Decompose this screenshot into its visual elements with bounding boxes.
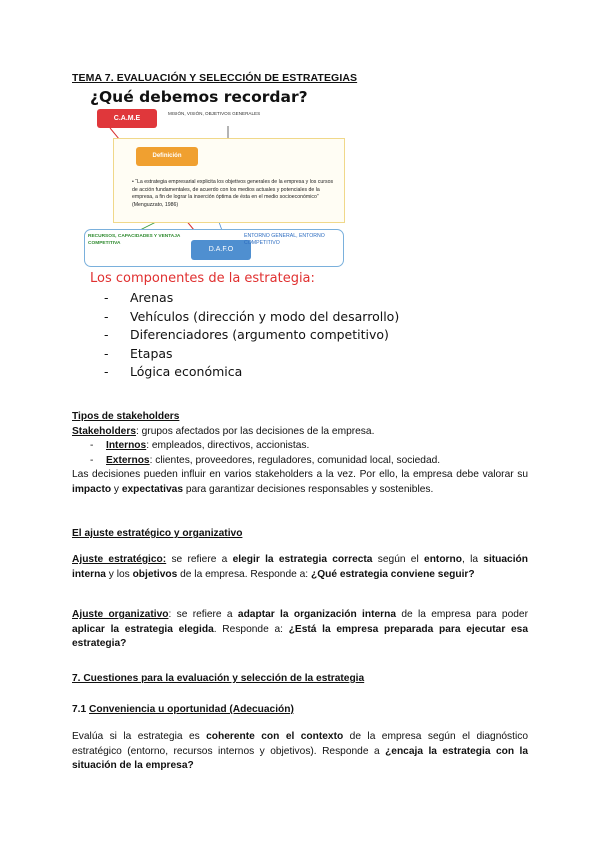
ajuste-heading-wrap (72, 527, 242, 542)
stakeholders-heading: Tipos de stakeholders (72, 411, 180, 422)
externos-term: Externos (106, 454, 150, 466)
stakeholders-paragraph (72, 468, 528, 497)
text-bold: Ajuste organizativo (72, 609, 169, 620)
stakeholders-section: Tipos de stakeholders Stakeholders: grupos afectados por las decisiones de la empresa. - Internos: empleados, directivos, accionistas. - Externos: clientes, proveedores, reguladores, comunidad local, sociedad. Las decisiones pueden influir en varios stakeholders a la vez. Por ello, la empresa debe valorar su impacto y expectativas para garantizar decisiones responsables y sostenibles. (72, 410, 528, 497)
text-run: Las decisiones pueden influir en varios stakeholders a la vez. Por ello, la empresa debe valorar su (72, 469, 528, 480)
componente-label: Etapas (130, 345, 173, 361)
came-box: C.A.M.E (97, 109, 157, 128)
cuestiones-heading: 7. Cuestiones para la evaluación y selección de la estrategia (72, 673, 365, 684)
list-item: - Lógica económica (104, 364, 243, 380)
internos-term: Internos (106, 440, 147, 451)
text-run: . Responde a: (213, 623, 289, 635)
text-run: de la empresa según el diagnóstico estratégico (entorno, recursos internos y objetivos). Responde a (72, 731, 528, 757)
text-bold: ¿encaja la estrategia con la situación de la empresa? (72, 745, 528, 771)
text-bold: aplicar la estrategia elegida (72, 623, 214, 635)
dafo-box: D.A.F.O (191, 240, 251, 260)
internos-text: : empleados, directivos, accionistas. (146, 440, 310, 451)
externos-text: : clientes, proveedores, reguladores, comunidad local, sociedad. (149, 454, 441, 466)
ajuste-heading: El ajuste estratégico y organizativo (72, 528, 243, 539)
stakeholders-term: Stakeholders (72, 425, 136, 437)
componente-label: Lógica económica (130, 364, 243, 380)
componente-label: Diferenciadores (argumento competitivo) (130, 327, 389, 343)
text-run: según el (372, 554, 425, 565)
text-bold: situación interna (72, 554, 529, 580)
subsection-heading (72, 703, 294, 718)
text-run: , la (461, 554, 484, 565)
text-bold: elegir la estrategia correcta (232, 554, 373, 565)
definition-text: • “La estrategia empresarial explicita los objetivos generales de la empresa y los cursos de acción fundamentales, de acuerdo con los medios actuales y potenciales de la empresa, a fin de lograr la inserción óptima de ésta en el medio socioeconómico” (Menguzzato, 1986) (132, 179, 334, 208)
definicion-box: Definición (136, 147, 198, 166)
text-run: y los (105, 568, 133, 580)
list-item: - Arenas (104, 290, 174, 305)
page-title: TEMA 7. EVALUACIÓN Y SELECCIÓN DE ESTRATEGIAS (72, 72, 358, 84)
list-item: - Diferenciadores (argumento competitivo) (104, 327, 389, 343)
ajuste-estrategico-paragraph (72, 553, 528, 582)
text-bold: expectativas (121, 483, 183, 495)
componente-label: Vehículos (dirección y modo del desarrollo) (130, 308, 400, 324)
text-bold: coherente con el contexto (206, 731, 344, 742)
text-run: Evalúa si la estrategia es (72, 731, 207, 742)
text-bold: adaptar la organización interna (237, 609, 396, 620)
text-run: y (111, 483, 122, 495)
componente-label: Arenas (130, 290, 174, 305)
componentes-heading: Los componentes de la estrategia: (90, 271, 315, 286)
text-run: de la empresa para poder (396, 609, 528, 620)
subsection-title: Conveniencia u oportunidad (Adecuación) (89, 704, 294, 715)
list-item: - Etapas (104, 345, 173, 361)
recursos-label: RECURSOS, CAPACIDADES Y VENTAJA COMPETITIVA (88, 234, 181, 246)
text-bold: ¿Está la empresa preparada para ejecutar esa estrategia? (72, 623, 529, 649)
text-run: de la empresa. Responde a: (177, 568, 311, 580)
ajuste-organizativo-paragraph (72, 608, 528, 652)
cuestiones-paragraph (72, 730, 528, 774)
cuestiones-heading-wrap (72, 672, 364, 687)
diagram-heading: ¿Qué debemos recordar? (90, 88, 308, 106)
definition-quote: “La estrategia empresarial explicita los objetivos generales de la empresa y los cursos de acción fundamentales, de acuerdo con los medios actuales y potenciales de la empresa, a fin de lograr la inserción óptima de ésta en el medio socioeconómico” (Menguzzato, 1986) (132, 179, 334, 208)
text-bold: impacto (72, 483, 112, 495)
list-item: - Vehículos (dirección y modo del desarrollo) (104, 308, 400, 324)
text-run: se refiere a (166, 554, 233, 565)
mision-label: MISIÓN, VISIÓN, OBJETIVOS GENERALES (168, 111, 261, 116)
subsection-number: 7.1 (72, 704, 89, 715)
text-bold: Ajuste estratégico: (72, 554, 167, 565)
text-bold: entorno (424, 554, 462, 565)
text-run: para garantizar decisiones responsables y sostenibles. (183, 483, 434, 495)
text-bold: objetivos (132, 568, 178, 580)
stakeholders-def: : grupos afectados por las decisiones de la empresa. (135, 425, 375, 437)
componentes-list (104, 289, 399, 382)
text-run: : se refiere a (168, 609, 238, 620)
text-bold: ¿Qué estrategia conviene seguir? (310, 568, 475, 580)
entorno-label: ENTORNO GENERAL, ENTORNO COMPETITIVO (244, 233, 325, 246)
